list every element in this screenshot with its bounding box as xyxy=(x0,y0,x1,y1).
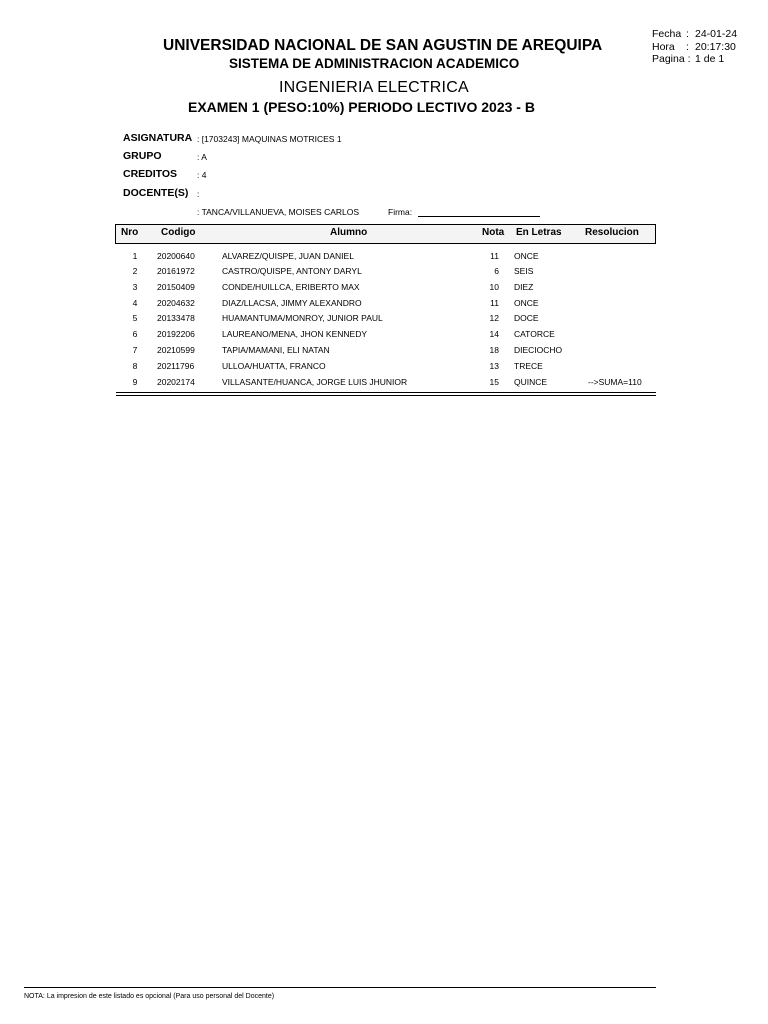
cell-nota: 11 xyxy=(490,298,499,308)
cell-nro: 5 xyxy=(132,313,138,323)
cell-nro: 1 xyxy=(132,251,138,261)
creditos-value: : 4 xyxy=(197,170,207,180)
cell-nota: 6 xyxy=(494,266,499,276)
cell-resolucion: -->SUMA=110 xyxy=(588,377,642,387)
hora-label: Hora xyxy=(652,41,675,53)
docentes-label: DOCENTE(S) xyxy=(123,187,189,199)
grupo-value: : A xyxy=(197,152,207,162)
cell-nota: 14 xyxy=(489,329,499,339)
fecha-label: Fecha xyxy=(652,28,682,40)
cell-nro: 9 xyxy=(132,377,138,387)
cell-codigo: 20204632 xyxy=(157,298,195,308)
cell-nro: 2 xyxy=(132,266,138,276)
cell-letras: SEIS xyxy=(514,266,534,276)
header-letras: En Letras xyxy=(516,227,562,238)
cell-alumno: VILLASANTE/HUANCA, JORGE LUIS JHUNIOR xyxy=(222,377,408,387)
cell-codigo: 20200640 xyxy=(157,251,195,261)
cell-codigo: 20150409 xyxy=(157,282,195,292)
firma-signature-line xyxy=(418,216,540,217)
header-nro: Nro xyxy=(121,227,139,238)
cell-nota: 13 xyxy=(489,361,499,371)
cell-letras: DOCE xyxy=(514,313,539,323)
cell-nro: 7 xyxy=(132,345,138,355)
cell-alumno: CONDE/HUILLCA, ERIBERTO MAX xyxy=(222,282,360,292)
cell-codigo: 20192206 xyxy=(157,329,195,339)
cell-letras: CATORCE xyxy=(514,329,555,339)
university-title: UNIVERSIDAD NACIONAL DE SAN AGUSTIN DE AREQUIPA xyxy=(163,37,603,54)
pagina-label: Pagina : xyxy=(652,53,691,65)
system-title: SISTEMA DE ADMINISTRACION ACADEMICO xyxy=(229,56,520,71)
cell-nro: 4 xyxy=(132,298,138,308)
fecha-sep: : xyxy=(686,28,689,40)
cell-letras: DIEZ xyxy=(514,282,534,292)
cell-codigo: 20211796 xyxy=(157,361,195,371)
asignatura-label: ASIGNATURA xyxy=(123,132,193,144)
cell-codigo: 20202174 xyxy=(157,377,195,387)
cell-codigo: 20133478 xyxy=(157,313,195,323)
cell-alumno: LAUREANO/MENA, JHON KENNEDY xyxy=(222,329,367,339)
cell-letras: ONCE xyxy=(514,298,539,308)
cell-nota: 15 xyxy=(489,377,499,387)
cell-nota: 11 xyxy=(490,251,499,261)
header-alumno: Alumno xyxy=(330,227,368,238)
hora-sep: : xyxy=(686,41,689,53)
cell-nro: 3 xyxy=(132,282,138,292)
firma-label: Firma: xyxy=(388,207,413,217)
cell-alumno: HUAMANTUMA/MONROY, JUNIOR PAUL xyxy=(222,313,383,323)
grupo-label: GRUPO xyxy=(123,150,162,162)
hora-value: 20:17:30 xyxy=(695,41,736,53)
table-bottom-rule-double xyxy=(116,395,656,396)
cell-codigo: 20161972 xyxy=(157,266,195,276)
cell-letras: ONCE xyxy=(514,251,539,261)
pagina-value: 1 de 1 xyxy=(695,53,725,65)
header-resolucion: Resolucion xyxy=(585,227,639,238)
cell-codigo: 20210599 xyxy=(157,345,195,355)
creditos-label: CREDITOS xyxy=(123,168,178,180)
cell-letras: DIECIOCHO xyxy=(514,345,563,355)
cell-letras: TRECE xyxy=(514,361,543,371)
cell-alumno: TAPIA/MAMANI, ELI NATAN xyxy=(222,345,330,355)
footer-rule xyxy=(24,987,656,988)
cell-nota: 10 xyxy=(489,282,499,292)
cell-letras: QUINCE xyxy=(514,377,548,387)
cell-nota: 12 xyxy=(489,313,499,323)
header-nota: Nota xyxy=(482,227,505,238)
cell-nota: 18 xyxy=(489,345,499,355)
school-title: INGENIERIA ELECTRICA xyxy=(279,79,469,96)
cell-alumno: DIAZ/LLACSA, JIMMY ALEXANDRO xyxy=(222,298,362,308)
docentes-value: : xyxy=(197,189,200,199)
cell-nro: 6 xyxy=(132,329,138,339)
docente-name: : TANCA/VILLANUEVA, MOISES CARLOS xyxy=(197,207,360,217)
table-header xyxy=(115,224,656,244)
cell-alumno: ALVAREZ/QUISPE, JUAN DANIEL xyxy=(222,251,354,261)
exam-title: EXAMEN 1 (PESO:10%) PERIODO LECTIVO 2023 - B xyxy=(188,99,535,115)
cell-nro: 8 xyxy=(132,361,138,371)
table-bottom-rule xyxy=(116,392,656,393)
asignatura-value: : [1703243] MAQUINAS MOTRICES 1 xyxy=(197,134,342,144)
header-codigo: Codigo xyxy=(161,227,196,238)
cell-alumno: ULLOA/HUATTA, FRANCO xyxy=(222,361,326,371)
fecha-value: 24-01-24 xyxy=(695,28,738,40)
cell-alumno: CASTRO/QUISPE, ANTONY DARYL xyxy=(222,266,362,276)
footer-note: NOTA: La impresion de este listado es opcional (Para uso personal del Docente) xyxy=(24,993,275,1000)
